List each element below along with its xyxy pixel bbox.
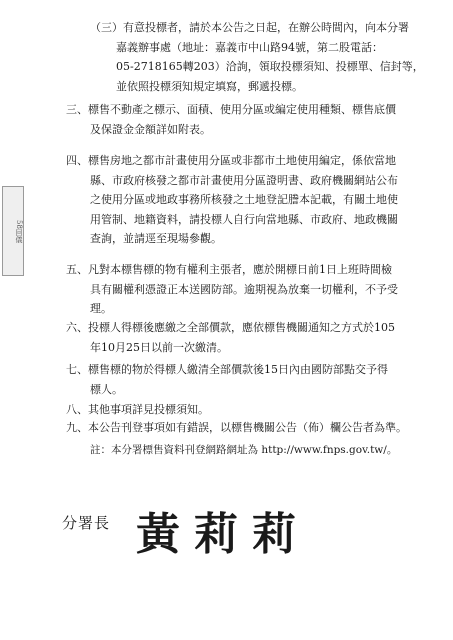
text-line: 縣、市政府核發之都市計畫使用分區證明書、政府機關網站公布 — [90, 173, 398, 187]
text-line: 查詢，並請逕至現場參觀。 — [90, 232, 222, 245]
section-3-sub — [90, 18, 424, 96]
signatory-name-seal: 黃莉莉 — [136, 509, 310, 560]
text-line: 用管制、地籍資料，請投標人自行向當地縣、市政府、地政機關 — [90, 212, 398, 226]
text-line: 八、其他事項詳見投標須知。 — [66, 403, 209, 416]
stamp-text: 58回儀 — [15, 219, 23, 243]
text-line: 三、標售不動產之標示、面積、使用分區或編定使用種類、標售底價 — [66, 103, 396, 116]
text-line: 並依照投標須知規定填寫，郵遞投標。 — [116, 79, 303, 93]
text-line: 標人。 — [90, 382, 123, 396]
signature-block — [62, 498, 382, 558]
text-line: （三）有意投標者，請於本公告之日起，在辦公時間內，向本分署 — [90, 21, 409, 34]
receipt-stamp — [2, 186, 24, 276]
text-line: 年10月25日以前一次繳清。 — [90, 340, 228, 354]
text-line: 05-2718165轉203）洽詢，領取投標須知、投標單、信封等， — [116, 60, 424, 73]
item-6 — [66, 318, 395, 357]
text-line: 嘉義辦事處（地址：嘉義市中山路94號，第二股電話： — [116, 40, 383, 54]
text-line: 九、本公告刊登事項如有錯誤，以標售機關公告（佈）欄公告者為準。 — [66, 421, 407, 434]
signatory-title: 分署長 — [62, 514, 111, 532]
text-line: 之使用分區或地政事務所核發之土地登記謄本記載，有關土地使 — [90, 193, 398, 206]
item-9 — [66, 418, 407, 438]
text-line: 及保證金金額詳如附表。 — [90, 122, 211, 136]
text-line: 六、投標人得標後應繳之全部價款，應依標售機關通知之方式於105 — [66, 321, 395, 334]
text-line: 理。 — [90, 302, 112, 315]
item-4 — [66, 151, 398, 249]
item-5 — [66, 260, 398, 319]
item-3 — [66, 100, 396, 139]
website-note: 註：本分署標售資料刊登網路網址為 http://www.fnps.gov.tw/。 — [90, 444, 398, 456]
item-7 — [66, 360, 388, 399]
text-line: 五、凡對本標售標的物有權利主張者，應於開標日前1日上班時間檢 — [66, 263, 392, 276]
item-8 — [66, 400, 209, 420]
text-line: 具有關權利憑證正本送國防部。逾期視為放棄一切權利，不予受 — [90, 282, 398, 296]
text-line: 七、標售標的物於得標人繳清全部價款後15日內由國防部點交予得 — [66, 363, 388, 376]
text-line: 四、標售房地之都市計畫使用分區或非都市土地使用編定，係依當地 — [66, 154, 396, 167]
